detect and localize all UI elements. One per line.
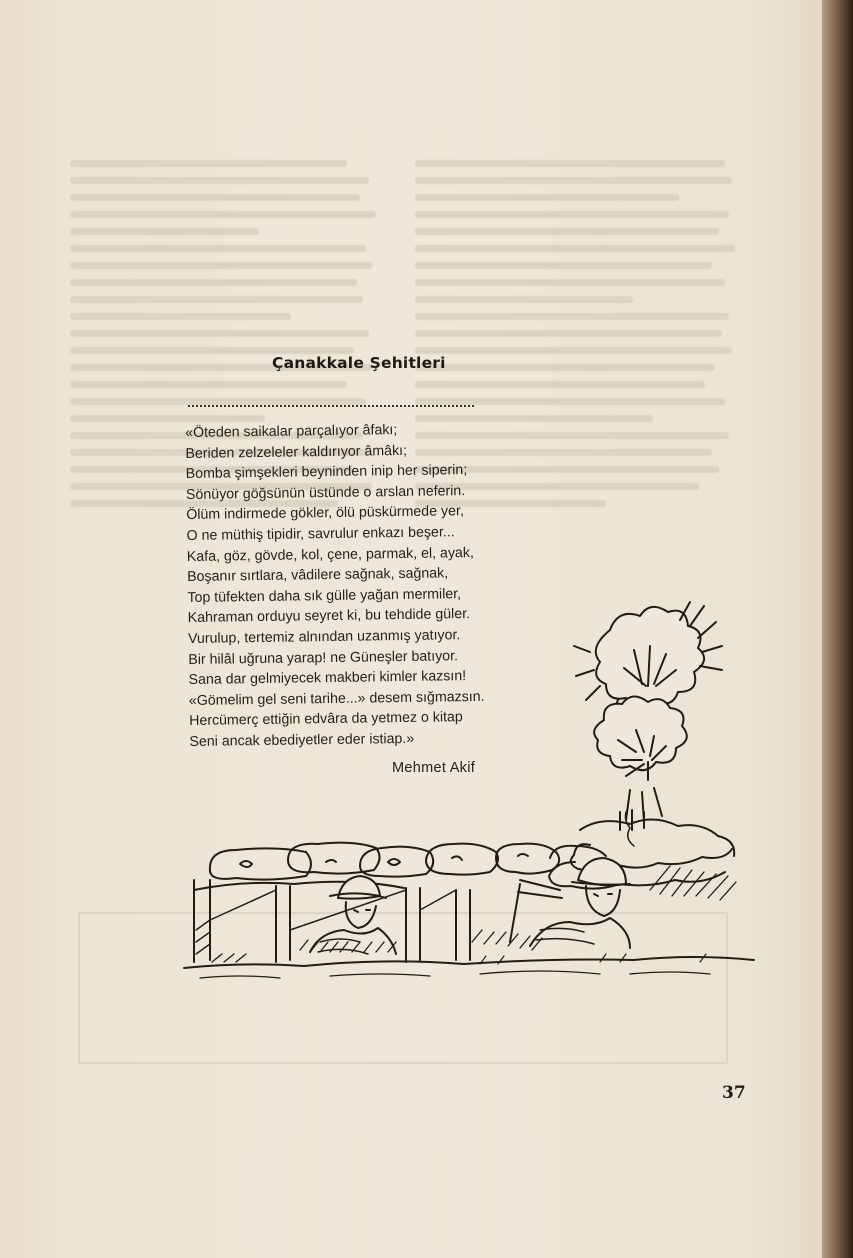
page-number: 37: [722, 1083, 746, 1103]
sandbags: [210, 843, 606, 880]
poem-line: Bir hilâl uğruna yarap! ne Güneşler batıyor.: [188, 647, 459, 668]
poem-line: Beriden zelzeleler kaldırıyor âmâkı;: [185, 442, 408, 462]
poem-title: Çanakkale Şehitleri: [272, 354, 446, 372]
poem-line: Sönüyor göğsünün üstünde o arslan neferin.: [185, 482, 466, 503]
book-binding-edge: [822, 0, 853, 1258]
poem-line: «Öteden saikalar parçalıyor âfakı;: [185, 422, 398, 441]
poem-line: O ne müthiş tipidir, savrulur enkazı beşer...: [186, 524, 455, 544]
poem-line: Vurulup, tertemiz alnından uzanmış yatıyor.: [187, 627, 461, 647]
poem-line: Sana dar gelmiyecek makberi kimler kazsın!: [188, 668, 467, 689]
poem-line: Seni ancak ebediyetler eder istiap.»: [189, 730, 415, 750]
poem-line: Ölüm indirmede gökler, ölü püskürmede yer,: [186, 503, 464, 524]
soldier-right: [518, 858, 630, 948]
poem-line: Hercümerç ettiğin edvâra da yetmez o kitap: [189, 709, 463, 730]
trench-illustration: [180, 590, 760, 985]
poem-line: Kafa, göz, gövde, kol, çene, parmak, el, ayak,: [186, 544, 475, 565]
poem-line: Kahraman orduyu seyret ki, bu tehdide güler.: [187, 606, 471, 627]
explosion-cloud: [574, 602, 722, 822]
poem-line: «Gömelim gel seni tarihe...» desem sığmazsın.: [188, 688, 485, 709]
poem-author: Mehmet Akif: [392, 760, 476, 776]
poem-line: Boşanır sırtlara, vâdilere sağnak, sağnak,: [187, 565, 449, 586]
poem-line: Bomba şimşekleri beyninden inip her siperin;: [185, 462, 468, 483]
dotted-separator: [188, 405, 474, 407]
poem-line: Top tüfekten daha sık gülle yağan mermiler,: [187, 585, 462, 606]
